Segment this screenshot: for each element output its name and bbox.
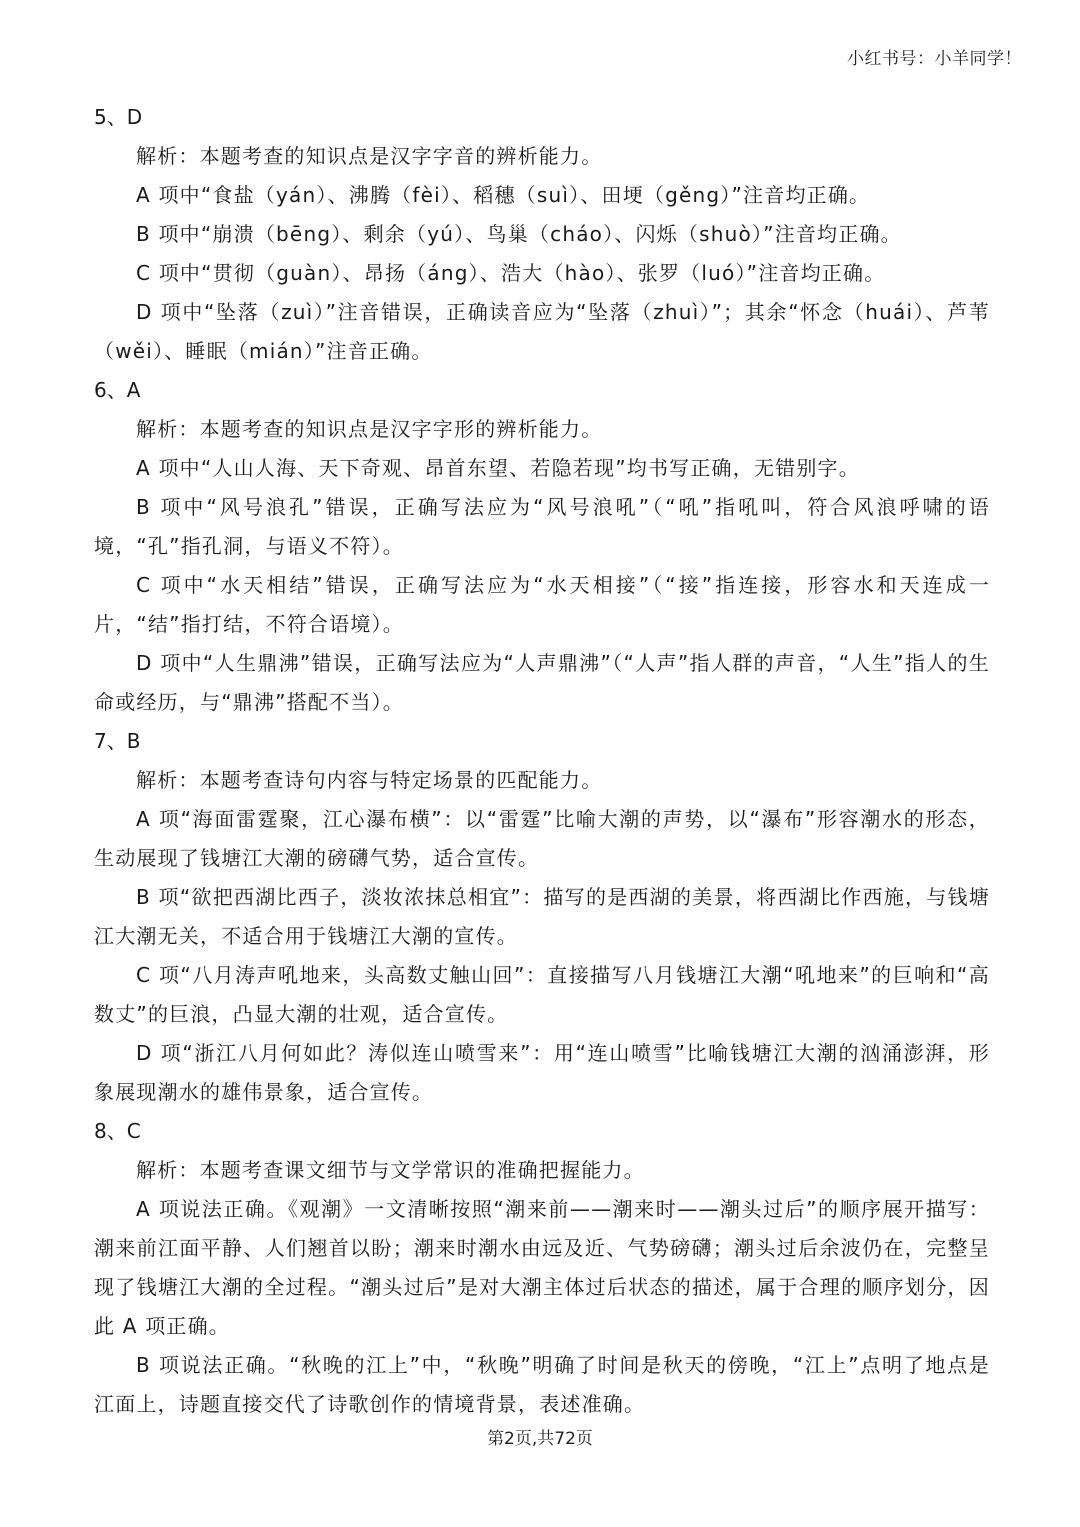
analysis-paragraph: 解析：本题考查的知识点是汉字字音的辨析能力。 — [136, 144, 603, 168]
analysis-paragraph: 解析：本题考查的知识点是汉字字形的辨析能力。 — [136, 417, 603, 441]
question-8 — [94, 1112, 990, 1424]
question-6 — [94, 371, 990, 722]
question-label: 6、A — [94, 378, 141, 402]
option-b-paragraph: B 项“欲把西湖比西子，淡妆浓抹总相宜”：描写的是西湖的美景，将西湖比作西施，与钱塘江大潮无关，不适合用于钱塘江大潮的宣传。 — [94, 885, 990, 948]
analysis-paragraph: 解析：本题考查诗句内容与特定场景的匹配能力。 — [136, 768, 603, 792]
page-number: 第2页,共72页 — [487, 1429, 593, 1449]
question-label: 5、D — [94, 105, 143, 129]
option-d-paragraph: D 项中“人生鼎沸”错误，正确写法应为“人声鼎沸”（“人声”指人群的声音，“人生”指人的生命或经历，与“鼎沸”搭配不当）。 — [94, 651, 990, 714]
option-c-paragraph: C 项中“贯彻（guàn）、昂扬（áng）、浩大（hào）、张罗（luó）”注音均正确。 — [136, 261, 886, 285]
document-body — [94, 98, 990, 1424]
option-c-paragraph: C 项“八月涛声吼地来，头高数丈触山回”：直接描写八月钱塘江大潮“吼地来”的巨响和“高数丈”的巨浪，凸显大潮的壮观，适合宣传。 — [94, 963, 990, 1026]
option-c-paragraph: C 项中“水天相结”错误，正确写法应为“水天相接”（“接”指连接，形容水和天连成一片，“结”指打结，不符合语境）。 — [94, 573, 990, 636]
question-5 — [94, 98, 990, 371]
option-b-paragraph: B 项说法正确。“秋晚的江上”中，“秋晚”明确了时间是秋天的傍晚，“江上”点明了地点是江面上，诗题直接交代了诗歌创作的情境背景，表述准确。 — [94, 1353, 990, 1416]
option-d-paragraph: D 项“浙江八月何如此？涛似连山喷雪来”：用“连山喷雪”比喻钱塘江大潮的汹涌澎湃，形象展现潮水的雄伟景象，适合宣传。 — [94, 1041, 990, 1104]
question-label: 8、C — [94, 1119, 141, 1143]
option-a-paragraph: A 项“海面雷霆聚，江心瀑布横”：以“雷霆”比喻大潮的声势，以“瀑布”形容潮水的形态，生动展现了钱塘江大潮的磅礴气势，适合宣传。 — [94, 807, 990, 870]
option-a-paragraph: A 项说法正确。《观潮》一文清晰按照“潮来前——潮来时——潮头过后”的顺序展开描写：潮来前江面平静、人们翘首以盼；潮来时潮水由远及近、气势磅礴；潮头过后余波仍在，完整呈现了钱塘江大潮的全过程。“潮头过后”是对大潮主体过后状态的描述，属于合理的顺序划分，因此 A 项正确。 — [94, 1197, 990, 1338]
question-label: 7、B — [94, 729, 141, 753]
option-b-paragraph: B 项中“崩溃（bēng）、剩余（yú）、鸟巢（cháo）、闪烁（shuò）”注音均正确。 — [136, 222, 902, 246]
option-b-paragraph: B 项中“风号浪孔”错误，正确写法应为“风号浪吼”（“吼”指吼叫，符合风浪呼啸的语境，“孔”指孔洞，与语义不符）。 — [94, 495, 990, 558]
option-a-paragraph: A 项中“食盐（yán）、沸腾（fèi）、稻穗（suì）、田埂（gěng）”注音均正确。 — [136, 183, 871, 207]
watermark: 小红书号：小羊同学！ — [847, 49, 1022, 69]
analysis-paragraph: 解析：本题考查课文细节与文学常识的准确把握能力。 — [136, 1158, 645, 1182]
question-7 — [94, 722, 990, 1112]
option-a-paragraph: A 项中“人山人海、天下奇观、昂首东望、若隐若现”均书写正确，无错别字。 — [136, 456, 860, 480]
option-d-paragraph: D 项中“坠落（zuì）”注音错误，正确读音应为“坠落（zhuì）”；其余“怀念（huái）、芦苇（wěi）、睡眠（mián）”注音正确。 — [94, 300, 990, 363]
